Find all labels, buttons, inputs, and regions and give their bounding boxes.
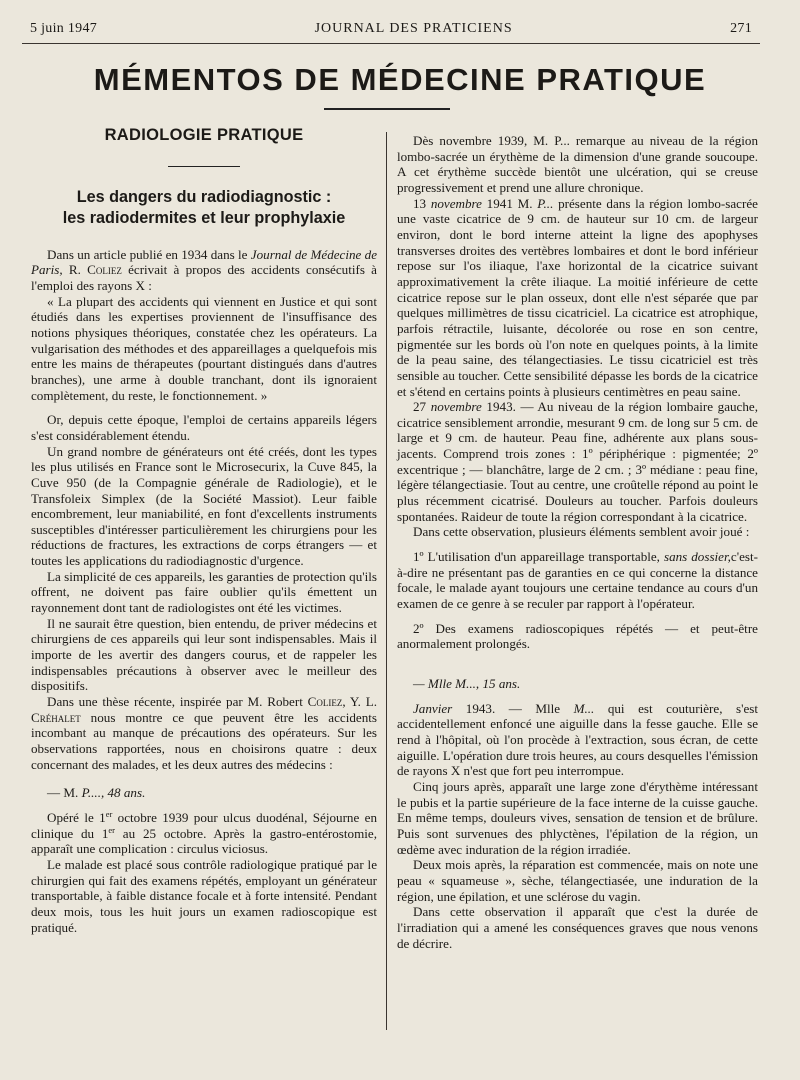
author-name: Coliez bbox=[87, 262, 122, 278]
title-rule bbox=[324, 108, 450, 110]
page-number: 271 bbox=[730, 21, 752, 36]
left-column bbox=[31, 128, 377, 935]
paragraph: Dès novembre 1939, M. P... remarque au niveau de la région lombo-sacrée un érythème de la dimension d'une grande soucoupe. A cet érythème succède bientôt une ulcération, qui se creuse progressivement et prend une allure chronique. bbox=[397, 133, 758, 195]
paragraph-quote: « La plupart des accidents qui viennent en Justice et qui sont étudiés dans les expertises proviennent de l'insuffisance des notions physiques théoriques, constatée chez les opérateurs. La vulgarisation des méthodes et des appareillages a quelquefois mis entre les mains de thérapeutes (pourtant distingués dans d'autres branches), une arme à double tranchant, dont ils ignoraient complètement, du reste, le fonctionnement. » bbox=[31, 293, 377, 403]
paragraph: Il ne saurait être question, bien entendu, de priver médecins et chirurgiens de ces appareils qui leur sont indispensables. Mais il importe de les avertir des dangers courus, et de rappeler les indispensables précautions à observer avec le meilleur des dispositifs. bbox=[31, 615, 377, 694]
column-divider bbox=[386, 132, 387, 1030]
issue-date: 5 juin 1947 bbox=[30, 21, 98, 36]
author-name: Créhalet bbox=[31, 709, 81, 725]
section-title: RADIOLOGIE PRATIQUE bbox=[104, 126, 304, 144]
section-rule bbox=[168, 166, 240, 167]
article-title-line-1: Les dangers du radiodiagnostic : bbox=[76, 187, 332, 206]
paragraph: 1º L'utilisation d'un appareillage transportable, sans dossier,c'est-à-dire ne présentant pas de garanties en ce qui concerne la distance focale, le malade ayant toujours une certaine tendance au cours d'un examen de ce genre à se reculer par rapport à l'opérateur. bbox=[397, 549, 758, 612]
journal-citation: Journal de Médecine de Paris, bbox=[31, 246, 378, 278]
article-title-line-2: les radiodermites et leur prophylaxie bbox=[62, 208, 346, 227]
paragraph: Dans cette observation il apparaît que c'est la durée de l'irradiation qui a amené les conséquences graves que nous venons de décrire. bbox=[397, 904, 758, 951]
right-column bbox=[397, 133, 758, 951]
paragraph: Un grand nombre de générateurs ont été créés, dont les types les plus utilisés en France sont le Microsecurix, la Cuve 845, la Cuve 950 (de la Compagnie générale de Radiologie), et le Transfoleix Simplex (de la Société Massiot). Leur faible encombrement, leur maniabilité, en font d'excellents instruments susceptibles d'intéresser particulièrement les chirurgiens pour les réductions de fractures, les extractions de corps étrangers — et toutes les applications du radiodiagnostic d'urgence. bbox=[31, 443, 377, 569]
paragraph: 27 novembre 1943. — Au niveau de la région lombaire gauche, cicatrice sensiblement arrondie, mesurant 9 cm. de long sur 5 cm. de large et 9 cm. de hauteur. Peau fine, adhérente aux plans sous-jacents. Comprend trois zones : 1º périphérique : pigmentée; 2º excentrique ; — blanchâtre, large de 2 cm. ; 3º médiane : peau fine, légère télangectiasie. Tout au centre, une croûtelle répond au point le plus récemment cicatrisé. Douleurs au toucher. Parfois douleurs spontanées. Raideur de toute la région correspondant à la cicatrice. bbox=[397, 399, 758, 524]
paragraph: Janvier 1943. — Mlle M... qui est couturière, s'est accidentellement enfoncé une aiguille dans la fesse gauche. Elle se rend à l'hôpital, où l'on procède à l'extraction, sous écran, de cette aiguille. L'opération dure trois heures, au cours desquelles l'émission de rayons X n'est que fort peu interrompue. bbox=[397, 700, 758, 779]
journal-name: JOURNAL DES PRATICIENS bbox=[314, 21, 513, 36]
case-heading: — Mlle M..., 15 ans. bbox=[413, 676, 521, 691]
paragraph: Dans cette observation, plusieurs éléments semblent avoir joué : bbox=[413, 524, 750, 540]
paragraph: 13 novembre 1941 M. P... présente dans la région lombo-sacrée une vaste cicatrice de 9 cm. de hauteur sur 10 cm. de largeur environ, dont le bord interne atteint la ligne des apophyses transverses droites des vertèbres lombaires et dont le bord inférieur repose sur l'os iliaque, l'axe horizontal de la cicatrice suivant approximativement la crête iliaque. La moitié inférieure de cette cicatrice repose sur le plan osseux, dont elle n'est séparée que par quelques millimètres de tissu cicatriciel. La cicatrice est atrophique, parfois rétractile, luisante, décolorée ou rose en son centre, pigmentée sur les bords où l'on note en quelques points, à la limite de la peau saine, des télangectiasies. Le tissu cicatriciel est très sensible au toucher. Cette sensibilité dépasse les bords de la cicatrice et s'étend en certains points à plusieurs centimètres en peau saine. bbox=[397, 195, 758, 399]
case-heading: — M. P...., 48 ans. bbox=[47, 785, 146, 801]
paragraph: Dans une thèse récente, inspirée par M. Robert Coliez, Y. L. Créhalet nous montre ce que peuvent être les accidents incombant au manque de précautions des opérateurs. Sur les observations rapportées, nous en choisirons quatre : deux concernant des malades, et les deux autres des médecins : bbox=[31, 694, 377, 772]
paragraph: Opéré le 1er octobre 1939 pour ulcus duodénal, Séjourne en clinique du 1er au 25 octobre. Après la gastro-entérostomie, apparaît une complication : circulus viciosus. bbox=[31, 808, 377, 857]
paragraph: Le malade est placé sous contrôle radiologique pratiqué par le chirurgien qui fait des examens répétés, employant un générateur transportable, à faible distance focale et à forte intensité. Pendant deux mois, tous les huit jours un examen radioscopique est pratiqué. bbox=[31, 856, 377, 935]
paragraph: Cinq jours après, apparaît une large zone d'érythème intéressant le pubis et la partie supérieure de la face interne de la cuisse gauche. En même temps, douleurs vives, sensation de tension et de brûlure. Puis sont survenues des phlyctènes, l'épilation de la région, un œdème avec induration de la région irradiée. bbox=[397, 778, 758, 857]
paragraph: Or, depuis cette époque, l'emploi de certains appareils légers s'est considérablement étendu. bbox=[31, 412, 377, 443]
running-head bbox=[30, 19, 752, 39]
header-rule bbox=[22, 43, 760, 44]
paragraph-intro: Dans un article publié en 1934 dans le Journal de Médecine de Paris, R. Coliez écrivait à propos des accidents consécutifs à l'emploi des rayons X : bbox=[31, 246, 378, 293]
author-name: Coliez bbox=[307, 694, 343, 710]
paragraph: La simplicité de ces appareils, les garanties de protection qu'ils offrent, ne doivent pas faire oublier qu'ils émettent un rayonnement dont tant de radiologistes ont été les victimes. bbox=[31, 568, 377, 616]
paragraph: 2º Des examens radioscopiques répétés — et peut-être anormalement prolongés. bbox=[397, 620, 758, 652]
article-title bbox=[31, 187, 377, 229]
main-title: MÉMENTOS DE MÉDECINE PRATIQUE bbox=[93, 62, 707, 97]
paragraph: Deux mois après, la réparation est commencée, mais on note une peau « squameuse », sèche, télangectiasée, une induration de la région, une épilation, et une sclérose du vagin. bbox=[397, 857, 758, 904]
